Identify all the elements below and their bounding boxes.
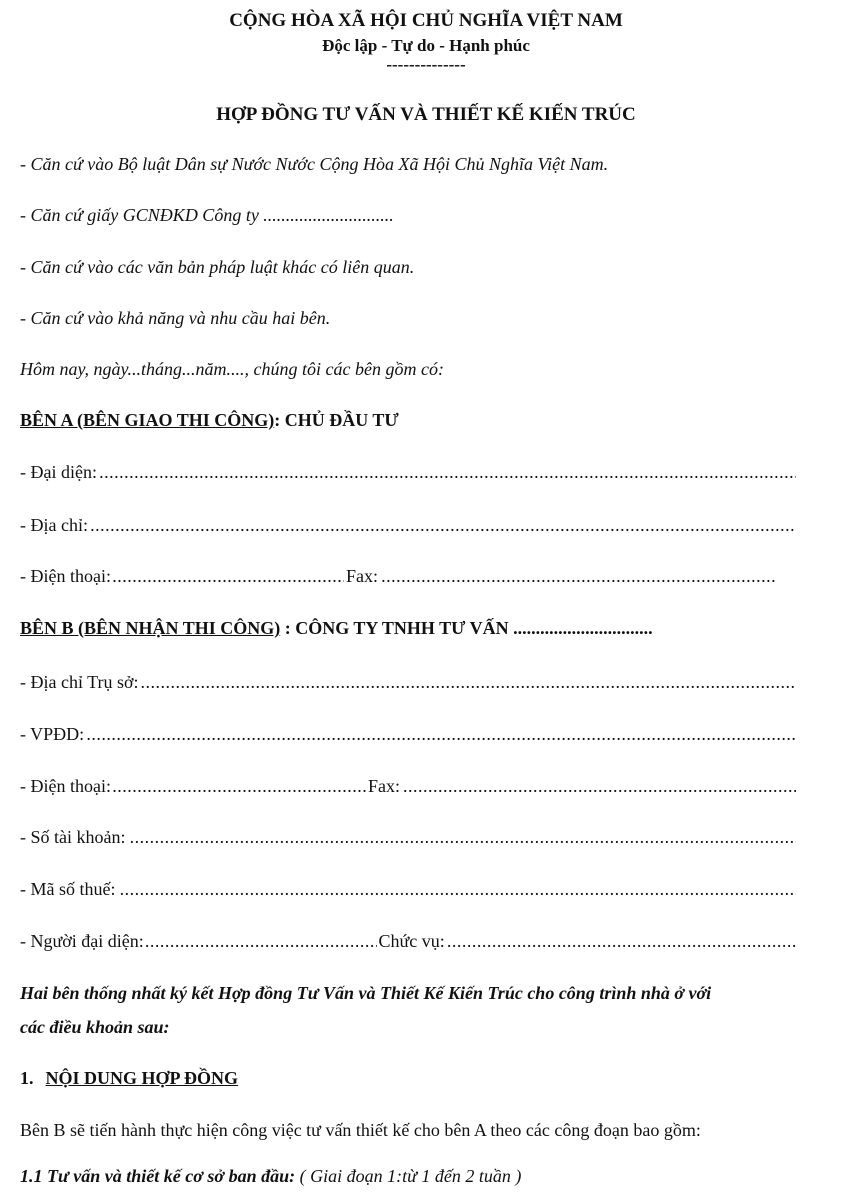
party-b-office-row [20, 672, 796, 693]
section-1-1 [20, 1166, 521, 1187]
party-b-position-label: Chức vụ: [378, 931, 445, 951]
party-a-fax-label: Fax: [346, 566, 379, 586]
party-b-heading-label: BÊN B (BÊN NHẬN THI CÔNG) [20, 618, 281, 638]
party-a-fax-field[interactable] [381, 566, 776, 587]
party-a-address-label: - Địa chỉ: [20, 515, 88, 535]
party-b-account-field[interactable] [130, 827, 796, 848]
agreement-line-2: các điều khoản sau: [20, 1017, 170, 1037]
party-b-representative-field[interactable] [145, 931, 377, 952]
party-b-position-field[interactable] [447, 931, 796, 952]
agreement-line-1: Hai bên thống nhất ký kết Hợp đồng Tư Vấn và Thiết Kế Kiến Trúc cho công trình nhà ở với [20, 983, 712, 1003]
section-1-heading [20, 1068, 238, 1089]
party-b-fax-field[interactable] [403, 776, 796, 797]
section-1-1-duration: ( Giai đoạn 1:từ 1 đến 2 tuần ) [295, 1166, 522, 1186]
party-a-address-field[interactable] [90, 515, 796, 536]
party-b-heading [20, 618, 653, 639]
party-b-phone-field[interactable] [112, 776, 366, 797]
party-b-heading-company: : CÔNG TY TNHH TƯ VẤN ............................... [280, 618, 653, 638]
legal-basis-capability: - Căn cứ vào khả năng và nhu cầu hai bên. [20, 308, 331, 328]
national-header: CỘNG HÒA XÃ HỘI CHỦ NGHĨA VIỆT NAM [229, 10, 623, 31]
party-b-phone-label: - Điện thoại: [20, 776, 111, 796]
party-a-heading-label: BÊN A (BÊN GIAO THI CÔNG) [20, 410, 275, 430]
party-a-phone-row [20, 566, 776, 587]
motto: Độc lập - Tự do - Hạnh phúc [322, 36, 530, 55]
section-1-body: Bên B sẽ tiến hành thực hiện công việc tư vấn thiết kế cho bên A theo các công đoạn bao gồm: [20, 1120, 701, 1140]
party-a-phone-label: - Điện thoại: [20, 566, 111, 586]
header-divider: -------------- [386, 55, 466, 74]
party-a-representative-field[interactable] [99, 462, 796, 483]
party-a-representative-row [20, 462, 796, 483]
party-a-heading-role: : CHỦ ĐẦU TƯ [274, 410, 399, 430]
party-b-office-label: - Địa chỉ Trụ sở: [20, 672, 139, 692]
section-1-1-title: 1.1 Tư vấn và thiết kế cơ sở ban đầu: [20, 1166, 296, 1186]
party-b-office-field[interactable] [141, 672, 796, 693]
party-a-phone-field[interactable] [112, 566, 344, 587]
party-b-representative-label: - Người đại diện: [20, 931, 144, 951]
legal-basis-other-laws: - Căn cứ vào các văn bản pháp luật khác có liên quan. [20, 257, 415, 277]
party-b-tax-row [20, 879, 796, 900]
party-b-tax-label: - Mã số thuế: [20, 879, 116, 899]
party-b-rep-office-field[interactable] [86, 724, 796, 745]
party-b-account-row [20, 827, 796, 848]
party-a-representative-label: - Đại diện: [20, 462, 97, 482]
document-title: HỢP ĐỒNG TƯ VẤN VÀ THIẾT KẾ KIẾN TRÚC [216, 104, 636, 125]
party-b-fax-label: Fax: [368, 776, 401, 796]
legal-basis-business-license: - Căn cứ giấy GCNĐKD Công ty ............................. [20, 205, 394, 225]
section-1-title: NỘI DUNG HỢP ĐỒNG [45, 1068, 239, 1088]
party-a-address-row [20, 515, 796, 536]
date-line: Hôm nay, ngày...tháng...năm...., chúng tôi các bên gồm có: [20, 359, 444, 379]
legal-basis-civil-code: - Căn cứ vào Bộ luật Dân sự Nước Nước Cộng Hòa Xã Hội Chủ Nghĩa Việt Nam. [20, 154, 609, 174]
party-a-heading [20, 410, 399, 431]
party-b-phone-row [20, 776, 796, 797]
party-b-rep-office-row [20, 724, 796, 745]
party-b-rep-office-label: - VPĐD: [20, 724, 85, 744]
party-b-tax-field[interactable] [120, 879, 796, 900]
party-b-representative-row [20, 931, 796, 952]
party-b-account-label: - Số tài khoản: [20, 827, 126, 847]
section-1-number: 1. [20, 1068, 34, 1088]
